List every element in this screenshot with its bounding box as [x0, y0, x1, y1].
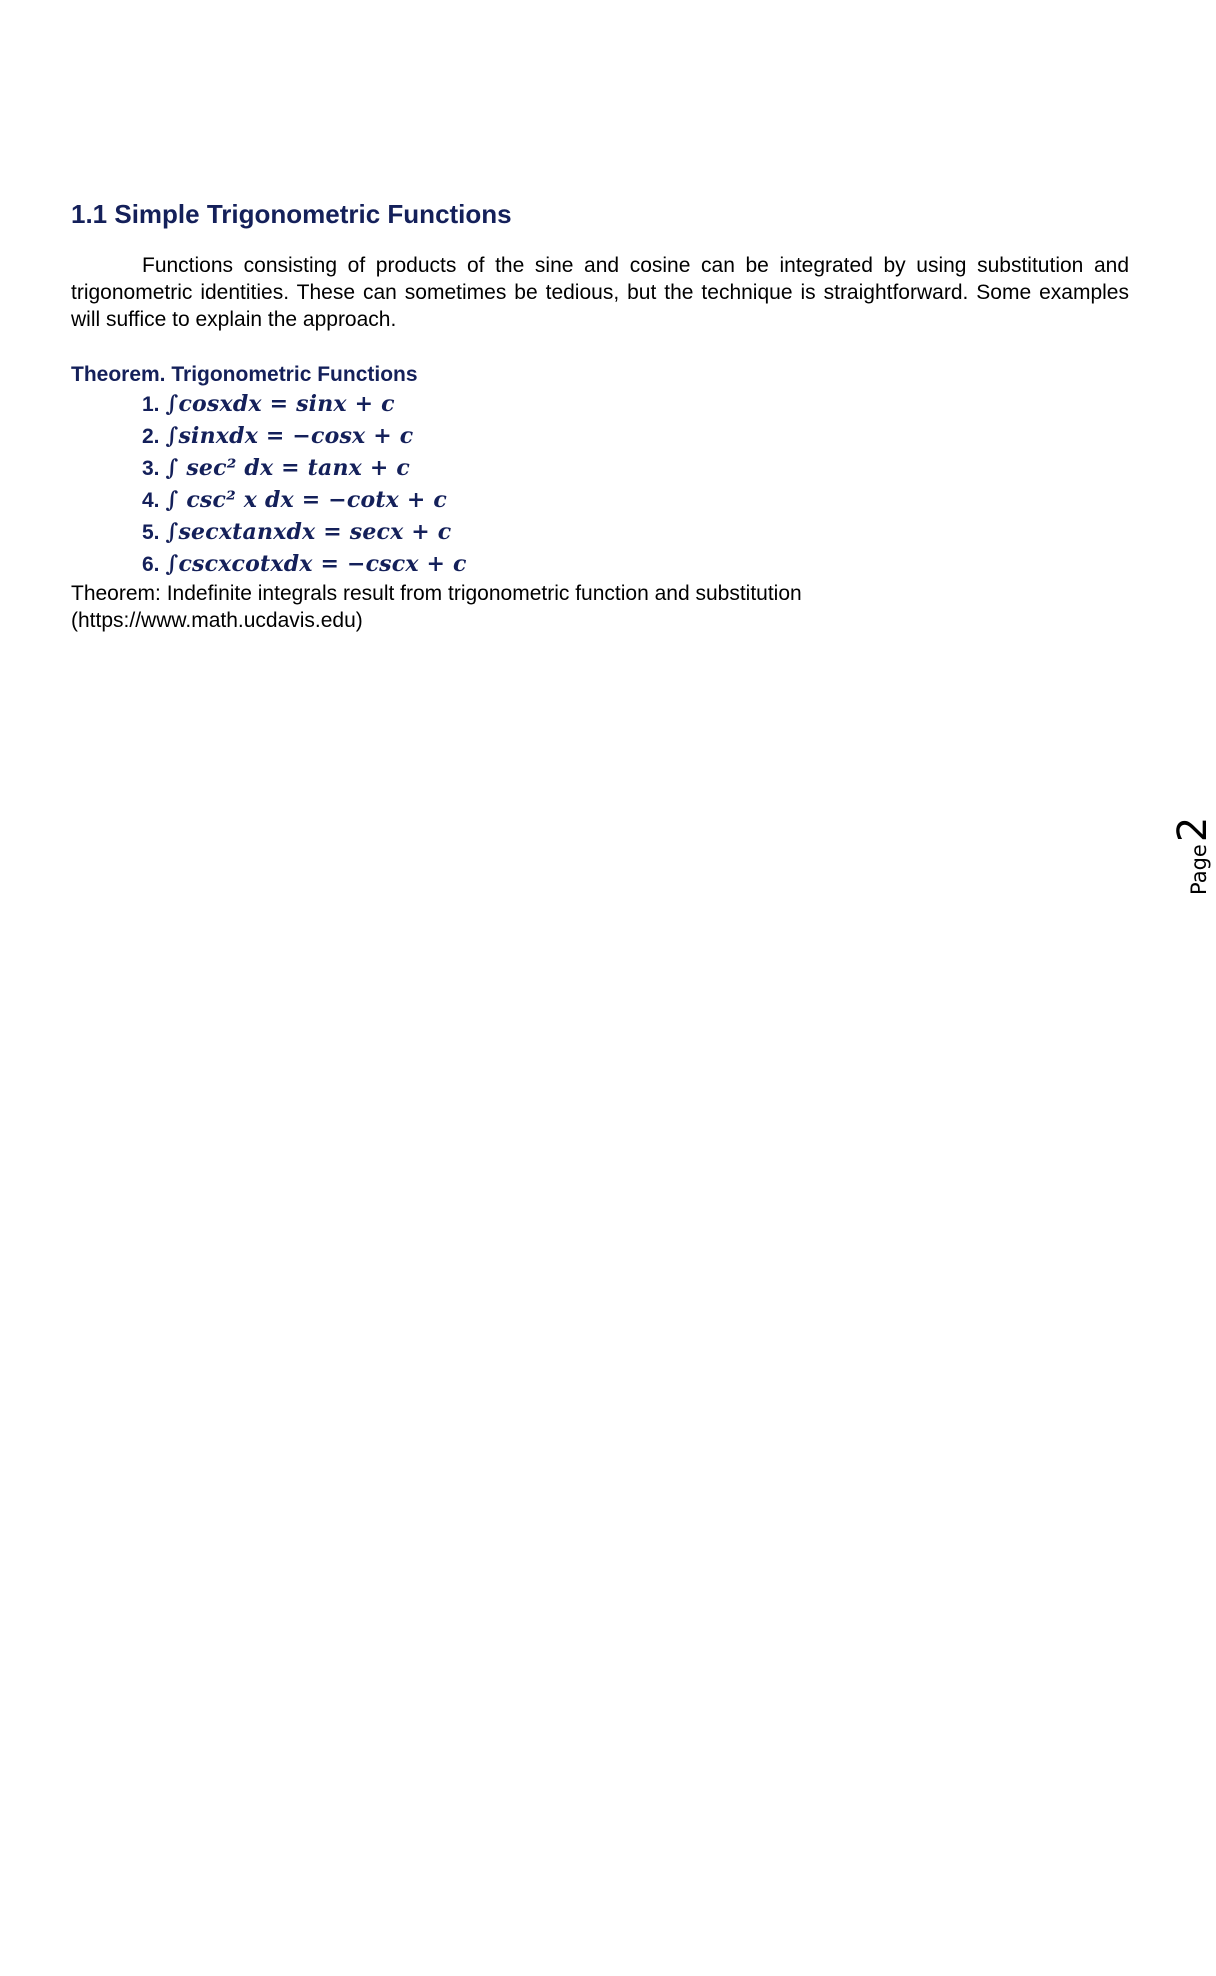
page-label: Page	[1187, 844, 1211, 895]
formula-item-4	[71, 484, 1129, 516]
formula-expression: ∫cscxcotxdx = −cscx + c	[165, 551, 467, 577]
formula-number: 3.	[142, 457, 160, 480]
section-title: 1.1 Simple Trigonometric Functions	[71, 199, 512, 229]
caption-line: Theorem: Indefinite integrals result from trigonometric function and substitution	[71, 582, 802, 605]
formula-expression: ∫ sec² dx = tanx + c	[165, 455, 410, 481]
formula-expression: ∫cosxdx = sinx + c	[165, 391, 395, 417]
formula-list	[71, 388, 1129, 580]
formula-expression: ∫sinxdx = −cosx + c	[165, 423, 414, 449]
formula-number: 6.	[142, 553, 160, 576]
formula-item-3	[71, 452, 1129, 484]
theorem-heading: Theorem. Trigonometric Functions	[71, 363, 418, 386]
formula-number: 1.	[142, 393, 160, 416]
document-page	[71, 196, 1129, 634]
formula-number: 2.	[142, 425, 160, 448]
theorem-caption	[71, 580, 1129, 634]
formula-expression: ∫ csc² x dx = −cotx + c	[165, 487, 447, 513]
formula-item-6	[71, 548, 1129, 580]
caption-source-link: (https://www.math.ucdavis.edu)	[71, 609, 363, 632]
page-number: 2	[1170, 816, 1216, 843]
formula-item-1	[71, 388, 1129, 420]
formula-expression: ∫secxtanxdx = secx + c	[165, 519, 452, 545]
formula-item-2	[71, 420, 1129, 452]
intro-paragraph: Functions consisting of products of the sine and cosine can be integrated by using substitution and trigonometric identities. These can sometimes be tedious, but the technique is straightforward. Some examples will suffice to explain the approach.	[71, 254, 1129, 331]
formula-number: 4.	[142, 489, 160, 512]
formula-number: 5.	[142, 521, 160, 544]
page-number-marker	[1170, 817, 1216, 895]
formula-item-5	[71, 516, 1129, 548]
